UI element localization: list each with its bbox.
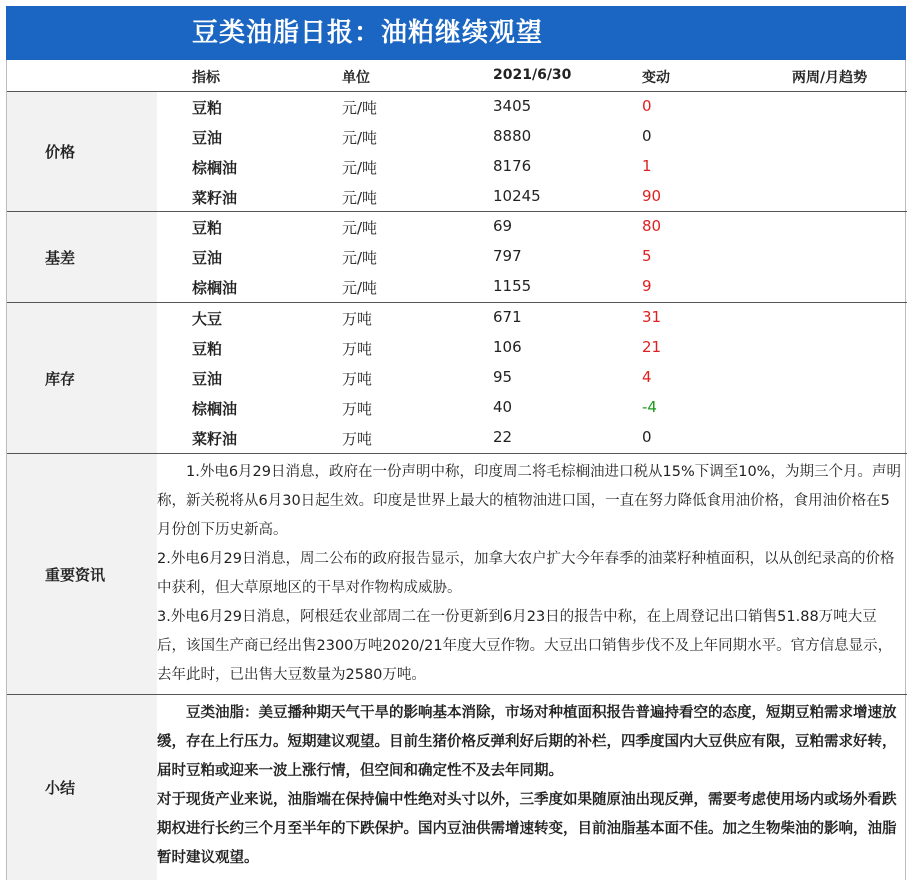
indicator-name: 棕榈油 (192, 400, 238, 418)
value-cell: 40 (493, 398, 513, 416)
table-row (157, 122, 907, 152)
unit-cell: 元/吨 (342, 219, 378, 237)
summary-body (157, 699, 903, 873)
unit-cell: 元/吨 (342, 279, 378, 297)
header-trend: 两周/月趋势 (792, 70, 868, 86)
table-row (157, 303, 907, 333)
header-indicator: 指标 (192, 70, 220, 86)
value-cell: 797 (493, 247, 522, 265)
table-row (157, 363, 907, 393)
category-label: 小结 (7, 695, 157, 880)
unit-cell: 元/吨 (342, 129, 378, 147)
change-cell: 4 (642, 368, 652, 386)
indicator-name: 棕榈油 (192, 279, 238, 297)
report-title: 豆类油脂日报：油粕继续观望 (6, 6, 906, 60)
unit-cell: 万吨 (342, 310, 373, 328)
table-header (7, 60, 907, 92)
indicator-name: 豆油 (192, 249, 223, 267)
change-cell: 0 (642, 127, 652, 145)
value-cell: 8176 (493, 157, 532, 175)
news-paragraph: 2.外电6月29日消息，周二公布的政府报告显示，加拿大农户扩大今年春季的油菜籽种植面积，以从创纪录高的价格中获利，但大草原地区的干旱对作物构成威胁。 (157, 551, 895, 596)
news-paragraph: 3.外电6月29日消息，阿根廷农业部周二在一份更新到6月23日的报告中称，在上周登记出口销售51.88万吨大豆后，该国生产商已经出售2300万吨2020/21年度大豆作物。大豆出口销售步伐不及上年同期水平。官方信息显示，去年此时，已出售大豆数量为2580万吨。 (157, 609, 893, 683)
category-label: 价格 (7, 92, 157, 211)
summary-paragraph: 对于现货产业来说，油脂端在保持偏中性绝对头寸以外，三季度如果随原油出现反弹，需要考虑使用场内或场外看跌期权进行长约三个月至半年的下跌保护。国内豆油供需增速转变，目前油脂基本面不佳。加之生物柴油的影响，油脂暂时建议观望。 (157, 792, 897, 866)
section-summary (7, 695, 907, 880)
section-inventory (7, 303, 907, 454)
table-row (157, 272, 907, 302)
table-row (157, 393, 907, 423)
unit-cell: 元/吨 (342, 159, 378, 177)
news-paragraph: 1.外电6月29日消息，政府在一份声明中称，印度周二将毛棕榈油进口税从15%下调至10%，为期三个月。声明称，新关税将从6月30日起生效。印度是世界上最大的植物油进口国，一直在努力降低食用油价格，食用油价格在5月份创下历史新高。 (157, 464, 901, 538)
table-row (157, 242, 907, 272)
change-cell: 80 (642, 217, 662, 235)
table-row (157, 212, 907, 242)
unit-cell: 万吨 (342, 430, 373, 448)
indicator-name: 菜籽油 (192, 430, 238, 448)
value-cell: 95 (493, 368, 513, 386)
section-news (7, 454, 907, 695)
table-row (157, 333, 907, 363)
change-cell: 21 (642, 338, 662, 356)
header-unit: 单位 (342, 70, 370, 86)
news-body (157, 458, 901, 690)
indicator-name: 豆油 (192, 370, 223, 388)
change-cell: 0 (642, 428, 652, 446)
indicator-name: 豆粕 (192, 99, 223, 117)
summary-paragraph: 豆类油脂：美豆播种期天气干旱的影响基本消除，市场对种植面积报告普遍持看空的态度，短期豆粕需求增速放缓，存在上行压力。短期建议观望。目前生猪价格反弹利好后期的补栏，四季度国内大豆供应有限，豆粕需求好转，届时豆粕或迎来一波上涨行情，但空间和确定性不及去年同期。 (157, 705, 897, 779)
value-cell: 69 (493, 217, 513, 235)
category-label: 基差 (7, 212, 157, 302)
indicator-name: 大豆 (192, 310, 223, 328)
section-basis (7, 212, 907, 303)
change-cell: 5 (642, 247, 652, 265)
unit-cell: 元/吨 (342, 189, 378, 207)
unit-cell: 元/吨 (342, 249, 378, 267)
header-change: 变动 (642, 70, 670, 86)
indicator-name: 菜籽油 (192, 189, 238, 207)
indicator-name: 棕榈油 (192, 159, 238, 177)
unit-cell: 元/吨 (342, 99, 378, 117)
change-cell: -4 (642, 398, 657, 416)
value-cell: 8880 (493, 127, 532, 145)
value-cell: 1155 (493, 277, 532, 295)
indicator-name: 豆粕 (192, 340, 223, 358)
value-cell: 3405 (493, 97, 532, 115)
value-cell: 671 (493, 308, 522, 326)
category-label: 库存 (7, 303, 157, 453)
section-price (7, 92, 907, 212)
change-cell: 1 (642, 157, 652, 175)
change-cell: 0 (642, 97, 652, 115)
unit-cell: 万吨 (342, 400, 373, 418)
report-table (6, 60, 906, 880)
header-date: 2021/6/30 (493, 67, 572, 83)
category-label: 重要资讯 (7, 454, 157, 694)
change-cell: 90 (642, 187, 662, 205)
unit-cell: 万吨 (342, 340, 373, 358)
value-cell: 106 (493, 338, 522, 356)
unit-cell: 万吨 (342, 370, 373, 388)
table-row (157, 182, 907, 212)
table-row (157, 423, 907, 453)
change-cell: 31 (642, 308, 662, 326)
value-cell: 22 (493, 428, 513, 446)
indicator-name: 豆油 (192, 129, 223, 147)
value-cell: 10245 (493, 187, 541, 205)
indicator-name: 豆粕 (192, 219, 223, 237)
change-cell: 9 (642, 277, 652, 295)
table-row (157, 152, 907, 182)
table-row (157, 92, 907, 122)
